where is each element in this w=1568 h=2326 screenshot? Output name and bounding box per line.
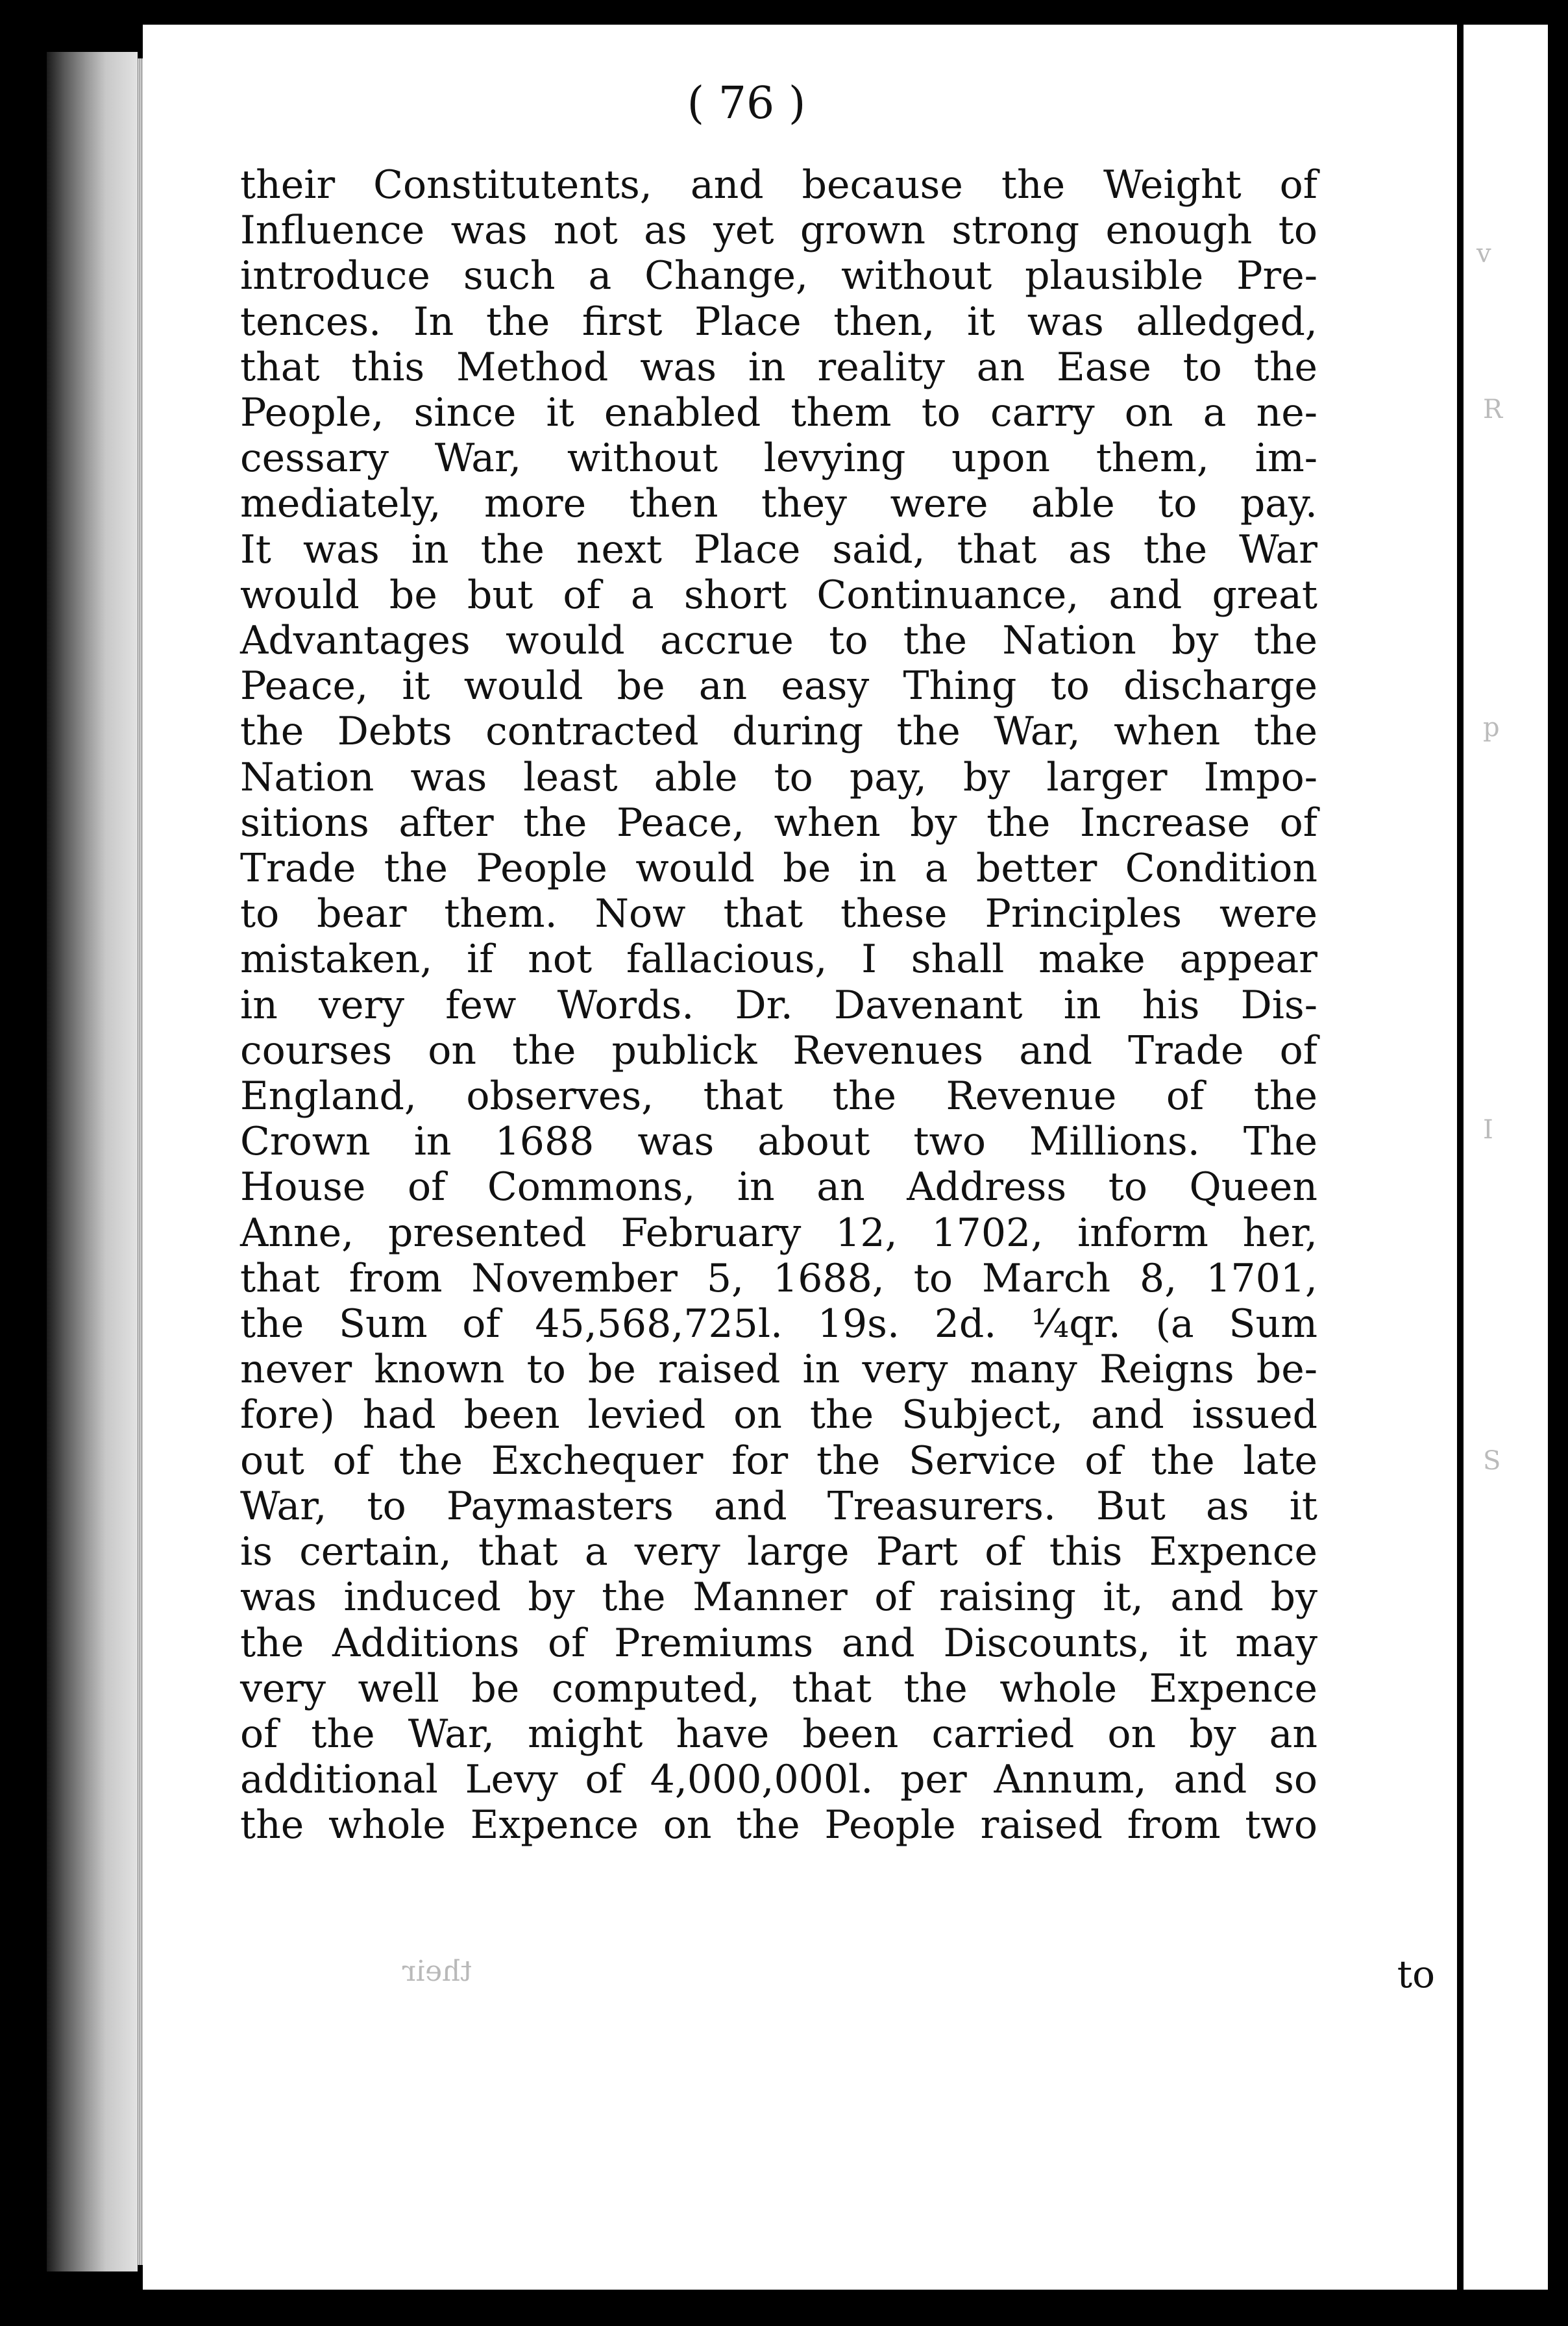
text-line: Advantages would accrue to the Nation by the xyxy=(240,618,1317,664)
text-line: Influence was not as yet grown strong enough to xyxy=(240,208,1317,254)
text-line: very well be computed, that the whole Expence xyxy=(240,1665,1317,1711)
text-line: England, observes, that the Revenue of the xyxy=(240,1073,1317,1120)
text-line: the Additions of Premiums and Discounts, it may xyxy=(240,1620,1317,1666)
catchword: to xyxy=(1397,1952,1435,1996)
text-line: the Sum of 45,568,725l. 19s. 2d. ¼qr. (a Sum xyxy=(240,1301,1317,1347)
text-line: Peace, it would be an easy Thing to discharge xyxy=(240,663,1317,709)
facing-page-fragment: R xyxy=(1483,395,1503,424)
page-number: ( 76 ) xyxy=(687,78,806,129)
text-line: additional Levy of 4,000,000l. per Annum, and so xyxy=(240,1757,1317,1803)
facing-page-fragment: v xyxy=(1476,239,1491,269)
text-line: their Constitutents, and because the Weight of xyxy=(240,162,1317,208)
text-line: in very few Words. Dr. Davenant in his Dis- xyxy=(240,982,1317,1028)
text-line: would be but of a short Continuance, and great xyxy=(240,572,1317,618)
text-line: never known to be raised in very many Reigns be- xyxy=(240,1347,1317,1393)
book-spine-edge xyxy=(47,52,138,2271)
text-line: introduce such a Change, without plausible Pre- xyxy=(240,253,1317,299)
facing-page-fragment: I xyxy=(1483,1115,1493,1145)
text-line: Nation was least able to pay, by larger Impo- xyxy=(240,754,1317,800)
text-line: War, to Paymasters and Treasurers. But as it xyxy=(240,1483,1317,1529)
text-line: that from November 5, 1688, to March 8, 1701, xyxy=(240,1255,1317,1301)
text-line: Anne, presented February 12, 1702, inform her, xyxy=(240,1210,1317,1256)
text-line: Trade the People would be in a better Condition xyxy=(240,846,1317,892)
text-line: fore) had been levied on the Subject, and issued xyxy=(240,1392,1317,1438)
text-line: mediately, more then they were able to pay. xyxy=(240,481,1317,527)
facing-page-edge xyxy=(1464,25,1548,2290)
text-line: of the War, might have been carried on by an xyxy=(240,1711,1317,1757)
text-line: It was in the next Place said, that as the War xyxy=(240,526,1317,572)
body-text xyxy=(240,162,1317,1848)
text-line: People, since it enabled them to carry on a ne- xyxy=(240,390,1317,436)
facing-page-fragment: S xyxy=(1483,1446,1501,1476)
text-line: the whole Expence on the People raised from two xyxy=(240,1802,1317,1848)
text-line: out of the Exchequer for the Service of the late xyxy=(240,1438,1317,1484)
text-line: House of Commons, in an Address to Queen xyxy=(240,1164,1317,1210)
facing-page-fragment: p xyxy=(1483,713,1500,742)
text-line: courses on the publick Revenues and Trade of xyxy=(240,1027,1317,1073)
text-line: cessary War, without levying upon them, im- xyxy=(240,435,1317,482)
text-line: is certain, that a very large Part of this Expence xyxy=(240,1529,1317,1575)
text-line: mistaken, if not fallacious, I shall make appear xyxy=(240,937,1317,983)
text-line: that this Method was in reality an Ease to the xyxy=(240,344,1317,390)
text-line: Crown in 1688 was about two Millions. The xyxy=(240,1119,1317,1165)
text-line: tences. In the first Place then, it was alledged, xyxy=(240,299,1317,345)
text-line: sitions after the Peace, when by the Increase of xyxy=(240,800,1317,846)
text-line: the Debts contracted during the War, when the xyxy=(240,709,1317,755)
page-edges xyxy=(138,58,143,2265)
text-line: was induced by the Manner of raising it, and by xyxy=(240,1574,1317,1621)
bleed-through-text: their xyxy=(402,1955,472,1988)
text-line: to bear them. Now that these Principles were xyxy=(240,891,1317,937)
